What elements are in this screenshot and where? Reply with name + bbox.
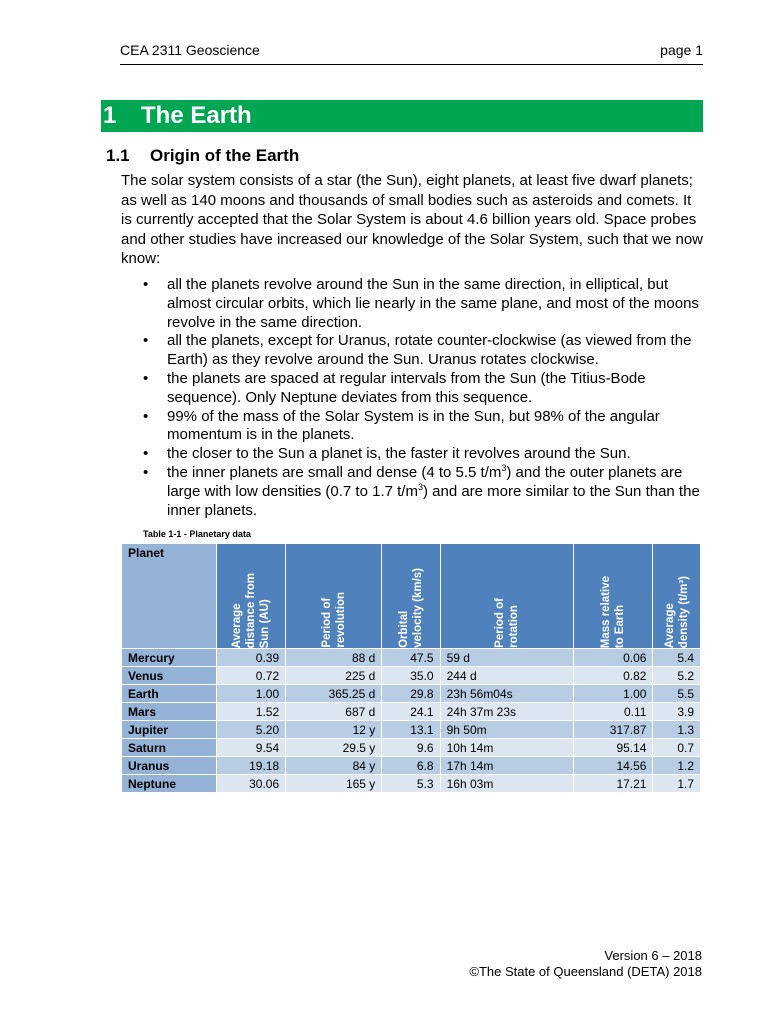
table-cell: 5.4	[653, 649, 700, 666]
table-cell: 29.5 y	[286, 739, 381, 756]
planet-name-cell: Mercury	[122, 649, 216, 666]
facts-list	[121, 276, 706, 520]
table-cell: 365.25 d	[286, 685, 381, 702]
table-cell: 84 y	[286, 757, 381, 774]
table-cell: 35.0	[382, 667, 439, 684]
table-row	[122, 775, 700, 792]
table-cell: 225 d	[286, 667, 381, 684]
header-rotation: Period of rotation	[441, 544, 573, 648]
planet-name-cell: Earth	[122, 685, 216, 702]
planet-name-cell: Neptune	[122, 775, 216, 792]
table-cell: 1.2	[653, 757, 700, 774]
list-item: • 99% of the mass of the Solar System is in the Sun, but 98% of the angular momentum is in the planets.	[143, 407, 660, 444]
version-text: Version 6 – 2018	[604, 948, 702, 963]
bullet-icon: •	[143, 407, 149, 425]
table-body	[122, 649, 700, 792]
planetary-data-table	[121, 543, 701, 793]
table-cell: 687 d	[286, 703, 381, 720]
table-cell: 5.5	[653, 685, 700, 702]
table-cell: 6.8	[382, 757, 439, 774]
table-row	[122, 739, 700, 756]
table-cell: 12 y	[286, 721, 381, 738]
list-item: • the planets are spaced at regular intervals from the Sun (the Titius-Bode sequence). Only Neptune deviates from this sequence.	[143, 369, 646, 406]
table-cell: 17.21	[574, 775, 653, 792]
table-header-row	[122, 544, 700, 648]
table-cell: 0.11	[574, 703, 653, 720]
intro-paragraph: The solar system consists of a star (the Sun), eight planets, at least five dwarf planets; as well as 140 moons and thousands of small bodies such as asteroids and comets. It is currently accepted that the Solar System is about 4.6 billion years old. Space probes and other studies have increased our knowledge of the Solar System, such that we now know:	[121, 172, 704, 267]
table-cell: 3.9	[653, 703, 700, 720]
bullet-icon: •	[143, 463, 149, 481]
table-cell: 9.6	[382, 739, 439, 756]
table-cell: 0.82	[574, 667, 653, 684]
table-cell: 5.3	[382, 775, 439, 792]
page-number: page 1	[660, 42, 703, 58]
chapter-title: The Earth	[141, 102, 252, 129]
table-row	[122, 685, 700, 702]
table-cell: 47.5	[382, 649, 439, 666]
header-mass: Mass relative to Earth	[574, 544, 653, 648]
table-cell: 88 d	[286, 649, 381, 666]
table-cell: 0.39	[217, 649, 285, 666]
table-cell: 317.87	[574, 721, 653, 738]
planet-name-cell: Mars	[122, 703, 216, 720]
table-cell: 0.72	[217, 667, 285, 684]
table-cell: 5.2	[653, 667, 700, 684]
table-cell: 5.20	[217, 721, 285, 738]
list-item: • all the planets revolve around the Sun in the same direction, in elliptical, but almost circular orbits, which lie nearly in the same plane, and most of the moons revolve in the same direction.	[143, 276, 699, 331]
planet-name-cell: Venus	[122, 667, 216, 684]
list-item: • the closer to the Sun a planet is, the faster it revolves around the Sun.	[143, 445, 631, 463]
header-velocity: Orbital velocity (km/s)	[382, 544, 439, 648]
table-cell: 23h 56m04s	[441, 685, 573, 702]
section-title: Origin of the Earth	[150, 146, 300, 165]
table-caption: Table 1-1 - Planetary data	[143, 529, 251, 539]
bullet-icon: •	[143, 276, 149, 293]
table-cell: 0.06	[574, 649, 653, 666]
header-distance: Average distance from Sun (AU)	[217, 544, 285, 648]
table-cell: 24h 37m 23s	[441, 703, 573, 720]
table-cell: 244 d	[441, 667, 573, 684]
planet-name-cell: Jupiter	[122, 721, 216, 738]
header-density: Average density (t/m³)	[653, 544, 700, 648]
bullet-icon: •	[143, 369, 149, 387]
table-cell: 165 y	[286, 775, 381, 792]
chapter-heading	[101, 100, 703, 132]
table-cell: 17h 14m	[441, 757, 573, 774]
table-cell: 16h 03m	[441, 775, 573, 792]
planet-name-cell: Saturn	[122, 739, 216, 756]
table-cell: 13.1	[382, 721, 439, 738]
section-number: 1.1	[106, 146, 130, 165]
table-cell: 1.00	[217, 685, 285, 702]
header-planet: Planet	[122, 544, 216, 648]
table-cell: 30.06	[217, 775, 285, 792]
copyright-text: ©The State of Queensland (DETA) 2018	[469, 964, 702, 979]
table-cell: 19.18	[217, 757, 285, 774]
table-cell: 1.52	[217, 703, 285, 720]
table-cell: 1.3	[653, 721, 700, 738]
section-heading	[106, 146, 299, 166]
table-row	[122, 757, 700, 774]
list-item: • all the planets, except for Uranus, rotate counter-clockwise (as viewed from the Earth) as they revolve around the Sun. Uranus rotates clockwise.	[143, 332, 692, 369]
planet-name-cell: Uranus	[122, 757, 216, 774]
header-revolution: Period of revolution	[286, 544, 381, 648]
table-row	[122, 721, 700, 738]
table-row	[122, 703, 700, 720]
chapter-number: 1	[103, 102, 117, 129]
page-footer	[469, 948, 702, 980]
list-item: • the inner planets are small and dense (4 to 5.5 $t/m^3$) and the outer planets are large with low densities (0.7 to 1.7 $t/m^3$) and are more similar to the Sun than the inner planets.	[143, 462, 700, 519]
table-cell: 14.56	[574, 757, 653, 774]
table-row	[122, 667, 700, 684]
table-row	[122, 649, 700, 666]
course-title: CEA 2311 Geoscience	[120, 42, 260, 58]
table-cell: 29.8	[382, 685, 439, 702]
table-cell: 1.7	[653, 775, 700, 792]
bullet-icon: •	[143, 332, 149, 350]
table-cell: 0.7	[653, 739, 700, 756]
table-cell: 59 d	[441, 649, 573, 666]
table-cell: 1.00	[574, 685, 653, 702]
table-cell: 24.1	[382, 703, 439, 720]
table-cell: 10h 14m	[441, 739, 573, 756]
table-cell: 9h 50m	[441, 721, 573, 738]
page-header	[120, 42, 703, 65]
bullet-icon: •	[143, 445, 149, 463]
table-cell: 9.54	[217, 739, 285, 756]
table-cell: 95.14	[574, 739, 653, 756]
